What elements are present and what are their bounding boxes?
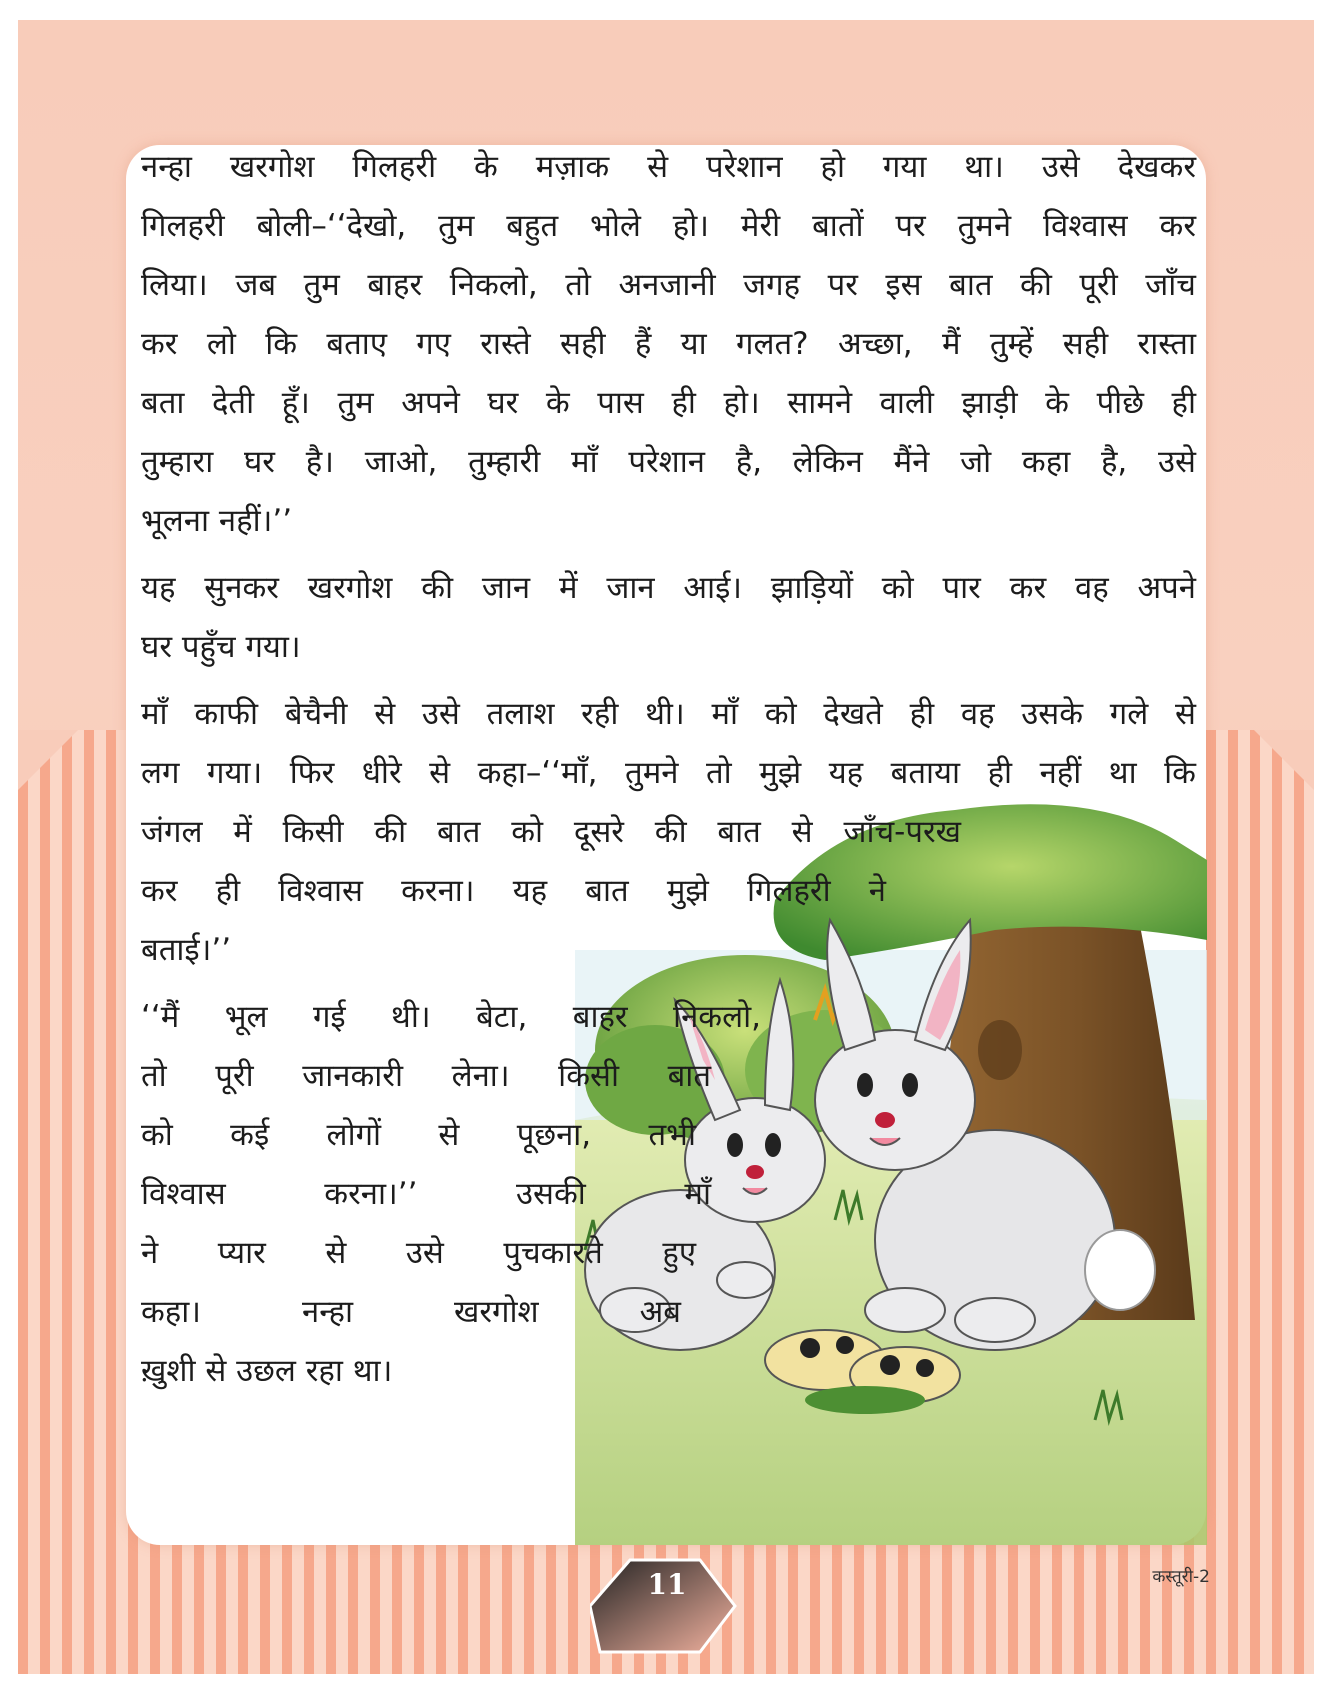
book-title: कस्तूरी-2 bbox=[1152, 1567, 1210, 1587]
text-line: लग गया। फिर धीरे से कहा–‘‘माँ, तुमने तो मुझे यह बताया ही नहीं था कि bbox=[141, 755, 1196, 791]
text-line: कहा। नन्हा खरगोश अब bbox=[141, 1294, 681, 1330]
text-line: नन्हा खरगोश गिलहरी के मज़ाक से परेशान हो गया था। उसे देखकर bbox=[141, 149, 1196, 185]
stripe-left-corner bbox=[18, 730, 78, 790]
text-line: तुम्हारा घर है। जाओ, तुम्हारी माँ परेशान है, लेकिन मैंने जो कहा है, उसे bbox=[141, 444, 1196, 480]
page-number: 11 bbox=[647, 1568, 687, 1601]
text-line: विश्वास करना।’’ उसकी माँ bbox=[141, 1176, 711, 1212]
text-line: यह सुनकर खरगोश की जान में जान आई। झाड़ियों को पार कर वह अपने bbox=[141, 570, 1196, 606]
text-line: बता देती हूँ। तुम अपने घर के पास ही हो। सामने वाली झाड़ी के पीछे ही bbox=[141, 385, 1196, 421]
text-line: गिलहरी बोली–‘‘देखो, तुम बहुत भोले हो। मेरी बातों पर तुमने विश्वास कर bbox=[141, 208, 1196, 244]
text-line: बताई।’’ bbox=[141, 932, 232, 968]
text-line: तो पूरी जानकारी लेना। किसी बात bbox=[141, 1058, 711, 1094]
story-text bbox=[141, 138, 1196, 1401]
text-line: जंगल में किसी की बात को दूसरे की बात से जाँच-परख bbox=[141, 814, 961, 850]
text-line: ख़ुशी से उछल रहा था। bbox=[141, 1353, 393, 1389]
text-line: कर ही विश्वास करना। यह बात मुझे गिलहरी ने bbox=[141, 873, 886, 909]
text-line: माँ काफी बेचैनी से उसे तलाश रही थी। माँ को देखते ही वह उसके गले से bbox=[141, 696, 1196, 732]
text-line: लिया। जब तुम बाहर निकलो, तो अनजानी जगह पर इस बात की पूरी जाँच bbox=[141, 267, 1196, 303]
paragraph-3 bbox=[141, 685, 1196, 980]
text-line: ने प्यार से उसे पुचकारते हुए bbox=[141, 1235, 696, 1271]
text-line: कर लो कि बताए गए रास्ते सही हैं या गलत? अच्छा, मैं तुम्हें सही रास्ता bbox=[141, 326, 1196, 362]
paragraph-2 bbox=[141, 559, 1196, 677]
text-line: ‘‘मैं भूल गई थी। बेटा, बाहर निकलो, bbox=[141, 999, 761, 1035]
paragraph-1 bbox=[141, 138, 1196, 551]
text-line: घर पहुँच गया। bbox=[141, 629, 301, 665]
stripe-right-corner bbox=[1254, 730, 1314, 790]
text-line: भूलना नहीं।’’ bbox=[141, 503, 293, 539]
text-line: को कई लोगों से पूछना, तभी bbox=[141, 1117, 696, 1153]
paragraph-4 bbox=[141, 988, 1196, 1401]
